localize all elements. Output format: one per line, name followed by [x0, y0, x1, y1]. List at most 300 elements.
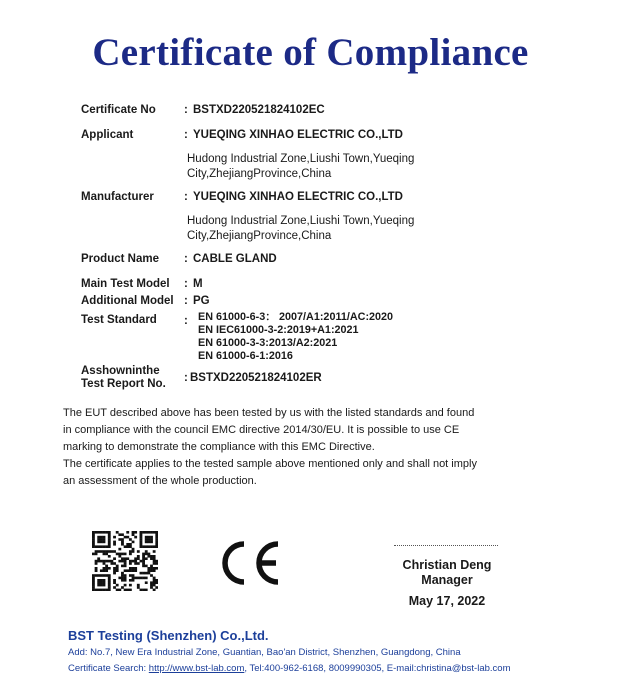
qr-module — [97, 541, 100, 544]
qr-module — [129, 569, 132, 572]
qr-module — [108, 538, 111, 541]
qr-module — [100, 560, 103, 563]
test-standard-list — [198, 311, 393, 363]
qr-module — [142, 562, 145, 565]
qr-module — [97, 550, 100, 553]
qr-module — [155, 586, 158, 589]
qr-module — [153, 555, 156, 558]
qr-module — [153, 562, 156, 565]
qr-module — [142, 553, 145, 556]
qr-module — [142, 560, 145, 563]
qr-module — [92, 531, 95, 534]
qr-module — [142, 545, 145, 548]
qr-module — [92, 579, 95, 582]
test-standard-label: Test Standard — [81, 314, 157, 326]
qr-module — [113, 562, 116, 565]
qr-module — [103, 560, 106, 563]
qr-module — [121, 572, 124, 575]
test-standard-item: EN 61000-6-3： 2007/A1:2011/AC:2020 — [198, 311, 394, 323]
qr-module — [140, 545, 143, 548]
qr-module — [129, 543, 132, 546]
qr-module — [137, 555, 140, 558]
qr-module — [118, 548, 121, 551]
qr-module — [92, 584, 95, 587]
qr-module — [126, 557, 129, 560]
qr-module — [145, 553, 148, 556]
qr-module — [126, 569, 129, 572]
qr-module — [103, 581, 106, 584]
qr-module — [137, 577, 140, 580]
qr-module — [113, 579, 116, 582]
qr-module — [95, 589, 98, 591]
qr-module — [103, 538, 106, 541]
qr-module — [145, 577, 148, 580]
qr-module — [110, 562, 113, 565]
additional-model-label: Additional Model — [81, 295, 174, 307]
qr-module — [92, 586, 95, 589]
qr-module — [129, 545, 132, 548]
test-standard-item: EN IEC61000-3-2:2019+A1:2021 — [198, 324, 359, 336]
qr-module — [155, 536, 158, 539]
qr-module — [95, 574, 98, 577]
qr-module — [108, 531, 111, 534]
qr-module — [140, 543, 143, 546]
test-report-label-line: Test Report No. — [81, 378, 166, 390]
qr-module — [92, 545, 95, 548]
qr-module — [103, 574, 106, 577]
qr-module — [95, 567, 98, 570]
qr-module — [100, 550, 103, 553]
qr-module — [145, 589, 148, 591]
qr-module — [97, 581, 100, 584]
qr-module — [150, 569, 153, 572]
colon: : — [184, 253, 188, 265]
qr-module — [153, 581, 156, 584]
qr-module — [147, 541, 150, 544]
qr-module — [155, 560, 158, 563]
qr-module — [150, 567, 153, 570]
qr-module — [100, 531, 103, 534]
qr-module — [103, 562, 106, 565]
statement-line: The EUT described above has been tested by us with the listed standards and found — [63, 407, 475, 419]
qr-module — [155, 567, 158, 570]
qr-module — [108, 589, 111, 591]
qr-module — [92, 553, 95, 556]
qr-module — [103, 567, 106, 570]
qr-module — [129, 538, 132, 541]
qr-module — [116, 531, 119, 534]
qr-module — [108, 579, 111, 582]
qr-module — [150, 536, 153, 539]
product-name-value: CABLE GLAND — [193, 253, 277, 265]
qr-module — [97, 589, 100, 591]
additional-model-value: PG — [193, 295, 210, 307]
manufacturer-address-line: Hudong Industrial Zone,Liushi Town,Yueqing — [187, 215, 415, 227]
qr-module — [113, 550, 116, 553]
qr-module — [142, 531, 145, 534]
qr-module — [153, 531, 156, 534]
qr-module — [95, 560, 98, 563]
qr-module — [153, 567, 156, 570]
qr-module — [121, 586, 124, 589]
qr-module — [95, 569, 98, 572]
qr-module — [113, 557, 116, 560]
qr-module — [108, 555, 111, 558]
colon: : — [184, 191, 188, 203]
qr-module — [92, 574, 95, 577]
footer-search — [68, 663, 510, 674]
qr-module — [92, 589, 95, 591]
qr-module — [126, 545, 129, 548]
qr-module — [134, 562, 137, 565]
qr-module — [147, 531, 150, 534]
footer-company: BST Testing (Shenzhen) Co.,Ltd. — [68, 628, 269, 643]
applicant-address-line: Hudong Industrial Zone,Liushi Town,Yueqing — [187, 153, 415, 165]
qr-module — [105, 553, 108, 556]
qr-module — [97, 584, 100, 587]
qr-module — [129, 562, 132, 565]
qr-module — [113, 572, 116, 575]
qr-module — [134, 536, 137, 539]
qr-module — [103, 550, 106, 553]
qr-module — [147, 536, 150, 539]
qr-module — [108, 567, 111, 570]
qr-module — [97, 531, 100, 534]
statement-line: marking to demonstrate the compliance with this EMC Directive. — [63, 441, 375, 453]
qr-module — [145, 565, 148, 568]
certificate-no-value: BSTXD220521824102EC — [193, 104, 325, 116]
qr-module — [124, 560, 127, 563]
qr-module — [124, 579, 127, 582]
qr-module — [92, 536, 95, 539]
qr-module — [105, 574, 108, 577]
qr-module — [150, 541, 153, 544]
qr-module — [108, 545, 111, 548]
qr-module — [145, 572, 148, 575]
qr-module — [100, 538, 103, 541]
qr-module — [155, 533, 158, 536]
qr-module — [134, 560, 137, 563]
qr-module — [142, 577, 145, 580]
qr-module — [150, 581, 153, 584]
qr-module — [150, 586, 153, 589]
manufacturer-label: Manufacturer — [81, 191, 154, 203]
qr-module — [116, 589, 119, 591]
qr-module — [97, 579, 100, 582]
qr-module — [92, 541, 95, 544]
qr-module — [105, 589, 108, 591]
qr-module — [153, 589, 156, 591]
qr-module — [137, 584, 140, 587]
qr-module — [150, 538, 153, 541]
qr-module — [145, 538, 148, 541]
signer-role: Manager — [421, 573, 473, 587]
qr-module — [124, 569, 127, 572]
qr-module — [118, 560, 121, 563]
qr-module — [140, 560, 143, 563]
qr-module — [118, 538, 121, 541]
qr-module — [150, 584, 153, 587]
qr-module — [103, 541, 106, 544]
qr-module — [155, 562, 158, 565]
qr-module — [100, 536, 103, 539]
qr-module — [147, 555, 150, 558]
qr-module — [140, 536, 143, 539]
qr-module — [92, 577, 95, 580]
qr-module — [108, 541, 111, 544]
qr-module — [100, 584, 103, 587]
applicant-address-line: City,ZhejiangProvince,China — [187, 168, 332, 180]
test-report-value: BSTXD220521824102ER — [190, 372, 322, 384]
qr-module — [124, 584, 127, 587]
qr-module — [103, 531, 106, 534]
qr-module — [103, 553, 106, 556]
qr-module — [145, 541, 148, 544]
qr-module — [132, 548, 135, 551]
qr-module — [121, 543, 124, 546]
qr-module — [147, 567, 150, 570]
qr-module — [150, 545, 153, 548]
qr-module — [124, 553, 127, 556]
qr-module — [132, 577, 135, 580]
qr-module — [142, 589, 145, 591]
qr-module — [95, 550, 98, 553]
qr-module — [113, 536, 116, 539]
qr-module — [118, 577, 121, 580]
qr-module — [140, 531, 143, 534]
qr-module — [129, 567, 132, 570]
qr-module — [103, 569, 106, 572]
contact-info: , Tel:400-962-6168, 8009990305, E-mail:christina@bst-lab.com — [244, 663, 511, 674]
qr-module — [121, 553, 124, 556]
qr-module — [147, 545, 150, 548]
qr-module — [124, 562, 127, 565]
applicant-value: YUEQING XINHAO ELECTRIC CO.,LTD — [193, 129, 403, 141]
qr-module — [105, 545, 108, 548]
qr-module — [155, 581, 158, 584]
signature-line — [394, 545, 498, 546]
test-standard-item: EN 61000-6-1:2016 — [198, 350, 293, 362]
qr-module — [153, 545, 156, 548]
compliance-statement — [63, 405, 503, 490]
qr-module — [100, 581, 103, 584]
colon: : — [184, 129, 188, 141]
qr-module — [134, 557, 137, 560]
qr-module — [132, 579, 135, 582]
qr-module — [147, 538, 150, 541]
qr-module — [103, 589, 106, 591]
qr-module — [153, 577, 156, 580]
main-test-model-value: M — [193, 278, 203, 290]
qr-module — [100, 569, 103, 572]
qr-module — [121, 557, 124, 560]
qr-module — [97, 557, 100, 560]
product-name-label: Product Name — [81, 253, 159, 265]
qr-module — [140, 589, 143, 591]
qr-module — [108, 533, 111, 536]
qr-module — [108, 586, 111, 589]
qr-module — [155, 543, 158, 546]
qr-module — [118, 533, 121, 536]
qr-module — [137, 586, 140, 589]
qr-module — [129, 579, 132, 582]
qr-module — [134, 569, 137, 572]
qr-module — [121, 541, 124, 544]
certificate-title: Certificate of Compliance — [92, 31, 529, 74]
signer-name: Christian Deng — [402, 558, 492, 572]
qr-module — [153, 550, 156, 553]
qr-module — [124, 557, 127, 560]
qr-module — [129, 550, 132, 553]
qr-module — [137, 550, 140, 553]
qr-module — [129, 560, 132, 563]
colon: : — [184, 104, 188, 116]
qr-module — [108, 550, 111, 553]
statement-line: an assessment of the whole production. — [63, 475, 257, 487]
qr-module — [92, 581, 95, 584]
qr-module — [129, 574, 132, 577]
qr-module — [126, 531, 129, 534]
qr-module — [116, 553, 119, 556]
manufacturer-address — [187, 214, 437, 244]
qr-module — [100, 574, 103, 577]
qr-module — [126, 536, 129, 539]
qr-module — [150, 531, 153, 534]
test-report-label-line: Asshowninthe — [81, 365, 160, 377]
qr-module — [95, 531, 98, 534]
qr-module — [113, 543, 116, 546]
qr-module — [124, 574, 127, 577]
qr-module — [95, 545, 98, 548]
qr-module — [105, 569, 108, 572]
qr-module — [153, 560, 156, 563]
qr-module — [140, 577, 143, 580]
qr-code-icon — [92, 531, 158, 591]
qr-module — [129, 584, 132, 587]
qr-module — [124, 536, 127, 539]
qr-module — [118, 553, 121, 556]
qr-module — [145, 536, 148, 539]
qr-module — [124, 545, 127, 548]
qr-module — [147, 572, 150, 575]
statement-line: The certificate applies to the tested sample above mentioned only and shall not imply — [63, 458, 477, 470]
qr-module — [155, 541, 158, 544]
qr-module — [108, 560, 111, 563]
qr-module — [132, 550, 135, 553]
qr-module — [118, 589, 121, 591]
qr-module — [100, 589, 103, 591]
qr-module — [105, 550, 108, 553]
qr-module — [92, 533, 95, 536]
footer-address: Add: No.7, New Era Industrial Zone, Guantian, Bao'an District, Shenzhen, Guangdong, China — [68, 647, 461, 658]
qr-module — [145, 557, 148, 560]
qr-module — [97, 545, 100, 548]
applicant-label: Applicant — [81, 129, 134, 141]
qr-module — [153, 584, 156, 587]
qr-module — [103, 545, 106, 548]
qr-module — [108, 584, 111, 587]
qr-module — [134, 577, 137, 580]
manufacturer-address-line: City,ZhejiangProvince,China — [187, 230, 332, 242]
qr-module — [145, 545, 148, 548]
qr-module — [108, 581, 111, 584]
colon: : — [184, 315, 188, 327]
qr-module — [145, 531, 148, 534]
colon: : — [184, 372, 188, 384]
colon: : — [184, 295, 188, 307]
qr-module — [95, 553, 98, 556]
qr-module — [140, 541, 143, 544]
qr-module — [124, 565, 127, 568]
qr-module — [145, 581, 148, 584]
qr-module — [134, 531, 137, 534]
qr-module — [116, 567, 119, 570]
qr-module — [155, 531, 158, 534]
qr-module — [100, 541, 103, 544]
signature-date: May 17, 2022 — [408, 594, 486, 608]
qr-module — [121, 533, 124, 536]
qr-module — [97, 560, 100, 563]
qr-module — [121, 565, 124, 568]
website-link[interactable]: http://www.bst-lab.com — [148, 663, 245, 674]
qr-module — [97, 536, 100, 539]
qr-module — [140, 572, 143, 575]
qr-module — [126, 589, 129, 591]
qr-module — [113, 541, 116, 544]
qr-module — [97, 574, 100, 577]
qr-module — [140, 533, 143, 536]
statement-line: in compliance with the council EMC directive 2014/30/EU. It is possible to use CE — [63, 424, 460, 436]
qr-module — [137, 562, 140, 565]
qr-module — [153, 579, 156, 582]
qr-module — [155, 579, 158, 582]
qr-module — [121, 577, 124, 580]
main-test-model-label: Main Test Model — [81, 278, 170, 290]
qr-module — [150, 555, 153, 558]
applicant-address — [187, 152, 437, 182]
qr-module — [92, 543, 95, 546]
qr-module — [132, 567, 135, 570]
qr-module — [105, 567, 108, 570]
qr-module — [155, 545, 158, 548]
qr-module — [132, 533, 135, 536]
qr-module — [147, 569, 150, 572]
qr-module — [142, 565, 145, 568]
qr-module — [103, 536, 106, 539]
qr-module — [129, 553, 132, 556]
qr-module — [116, 584, 119, 587]
qr-module — [108, 577, 111, 580]
qr-module — [132, 560, 135, 563]
qr-module — [150, 574, 153, 577]
qr-module — [108, 543, 111, 546]
qr-module — [142, 555, 145, 558]
search-label: Certificate Search: — [68, 663, 149, 674]
qr-module — [97, 538, 100, 541]
test-report-label — [81, 365, 166, 391]
qr-module — [121, 560, 124, 563]
qr-module — [113, 567, 116, 570]
qr-module — [103, 584, 106, 587]
qr-module — [100, 579, 103, 582]
qr-module — [129, 589, 132, 591]
qr-module — [105, 531, 108, 534]
qr-module — [132, 569, 135, 572]
manufacturer-value: YUEQING XINHAO ELECTRIC CO.,LTD — [193, 191, 403, 203]
qr-module — [145, 550, 148, 553]
qr-module — [124, 589, 127, 591]
qr-module — [121, 579, 124, 582]
